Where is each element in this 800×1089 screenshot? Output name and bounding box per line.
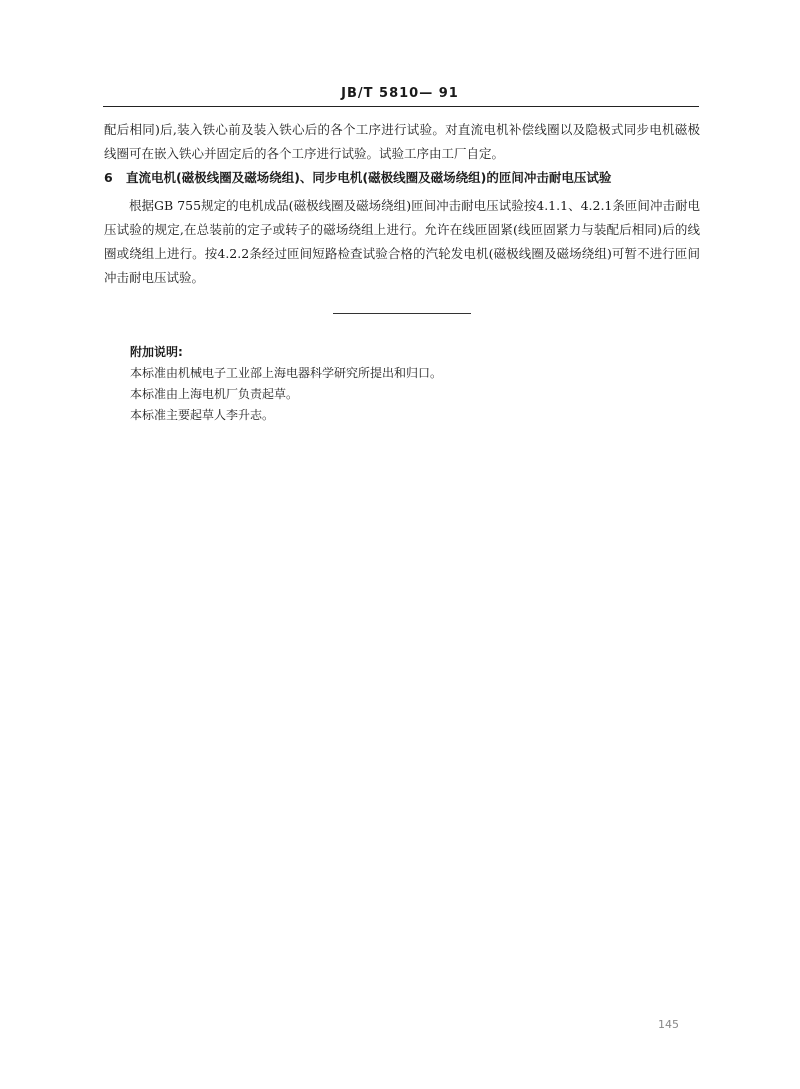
document-code-header: JB/T 5810— 91 [341,86,459,101]
header-rule [103,106,699,107]
section-6-title: 直流电机(磁极线圈及磁场绕组)、同步电机(磁极线圈及磁场绕组)的匝间冲击耐电压试验 [126,170,612,185]
end-rule [333,313,471,314]
section-6-body: 根据GB 755规定的电机成品(磁极线圈及磁场绕组)匝间冲击耐电压试验按4.1.1、4.2.1条匝间冲击耐电压试验的规定,在总装前的定子或转子的磁场绕组上进行。允许在线匝固紧(线匝固紧力与装配后相同)后的线圈或绕组上进行。按4.2.2条经过匝间短路检查试验合格的汽轮发电机(磁极线圈及磁场绕组)可暂不进行匝间冲击耐电压试验。 [104,198,700,285]
note-line-2: 本标准由上海电机厂负责起草。 [130,387,299,401]
section-6-number: 6 [104,170,113,185]
notes-title: 附加说明: [130,345,183,359]
section-6-heading [104,166,700,190]
note-line-3: 本标准主要起草人李升志。 [130,408,275,422]
additional-notes [130,342,690,426]
paragraph-1: 配后相同)后,装入铁心前及装入铁心后的各个工序进行试验。对直流电机补偿线圈以及隐极式同步电机磁极线圈可在嵌入铁心并固定后的各个工序进行试验。试验工序由工厂自定。 [104,122,700,161]
page-number: 145 [658,1018,679,1031]
note-line-1: 本标准由机械电子工业部上海电器科学研究所提出和归口。 [130,366,443,380]
